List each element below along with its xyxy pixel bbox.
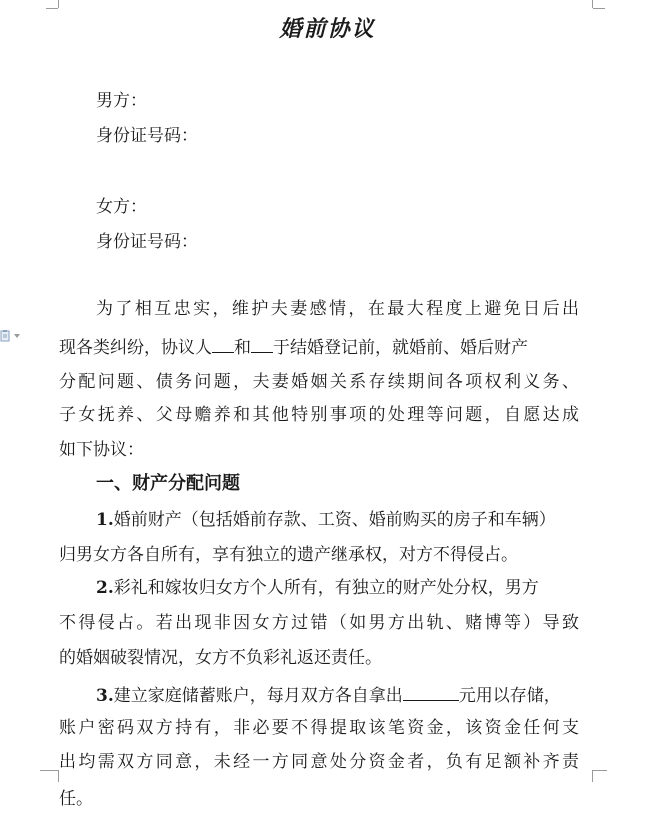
item-3-text-1a: 建立家庭储蓄账户，每月双方各自拿出: [113, 686, 403, 706]
crop-mark-bottom-left-h: [40, 770, 58, 771]
item-3-line-1: [96, 684, 561, 706]
male-label: 男方：: [96, 91, 147, 111]
female-label: 女方：: [96, 197, 147, 217]
item-3-line-2: 账户密码双方持有，非必要不得提取该笔资金，该资金任何支: [59, 718, 579, 738]
intro-text-and: 和: [234, 338, 251, 358]
item-2-number: 2.: [96, 578, 114, 598]
item-2-line-1: [96, 578, 539, 598]
crop-mark-top-left: [58, 0, 59, 8]
party-b-blank: [251, 336, 273, 353]
document-title: 婚前协议: [279, 16, 376, 42]
item-1-line-1: [96, 510, 556, 530]
intro-line-5: 如下协议：: [59, 440, 144, 460]
intro-line-1: 为了相互忠实，维护夫妻感情，在最大程度上避免日后出: [96, 299, 579, 319]
crop-mark-bottom-right: [592, 770, 593, 782]
male-id-label: 身份证号码：: [96, 126, 198, 146]
intro-text-b: 于结婚登记前，就婚前、婚后财产: [273, 338, 528, 358]
item-1-number: 1.: [96, 510, 114, 530]
crop-mark-top-left-h: [46, 8, 58, 9]
paste-options-arrow-icon[interactable]: [14, 334, 20, 338]
crop-mark-top-right: [592, 0, 593, 8]
item-3-text-1b: 元用以存储，: [458, 686, 561, 706]
item-3-line-4: 任。: [59, 789, 93, 809]
intro-line-2: [59, 336, 579, 358]
item-3-line-3: 出均需双方同意，未经一方同意处分资金者，负有足额补齐责: [59, 752, 579, 772]
item-1-text-1: 婚前财产（包括婚前存款、工资、婚前购买的房子和车辆）: [113, 510, 556, 530]
intro-line-4: 子女抚养、父母赡养和其他特别事项的处理等问题，自愿达成: [59, 405, 579, 425]
section-1-heading: 一、财产分配问题: [96, 473, 240, 494]
item-2-line-3: 的婚姻破裂情况，女方不负彩礼返还责任。: [59, 648, 382, 668]
paste-options-icon[interactable]: [0, 329, 12, 343]
item-3-number: 3.: [96, 686, 114, 706]
item-1-line-2: 归男女方各自所有，享有独立的遗产继承权，对方不得侵占。: [59, 545, 518, 565]
crop-mark-bottom-right-h: [593, 770, 607, 771]
amount-blank: [403, 684, 459, 701]
intro-text-a: 现各类纠纷，协议人: [59, 338, 212, 358]
item-2-line-2: 不得侵占。若出现非因女方过错（如男方出轨、赌博等）导致: [59, 613, 579, 633]
item-2-text-1: 彩礼和嫁妆归女方个人所有，有独立的财产处分权，男方: [113, 578, 539, 598]
intro-line-3: 分配问题、债务问题，夫妻婚姻关系存续期间各项权利义务、: [59, 372, 579, 392]
female-id-label: 身份证号码：: [96, 232, 198, 252]
party-a-blank: [212, 336, 234, 353]
crop-mark-top-right-h: [593, 8, 605, 9]
